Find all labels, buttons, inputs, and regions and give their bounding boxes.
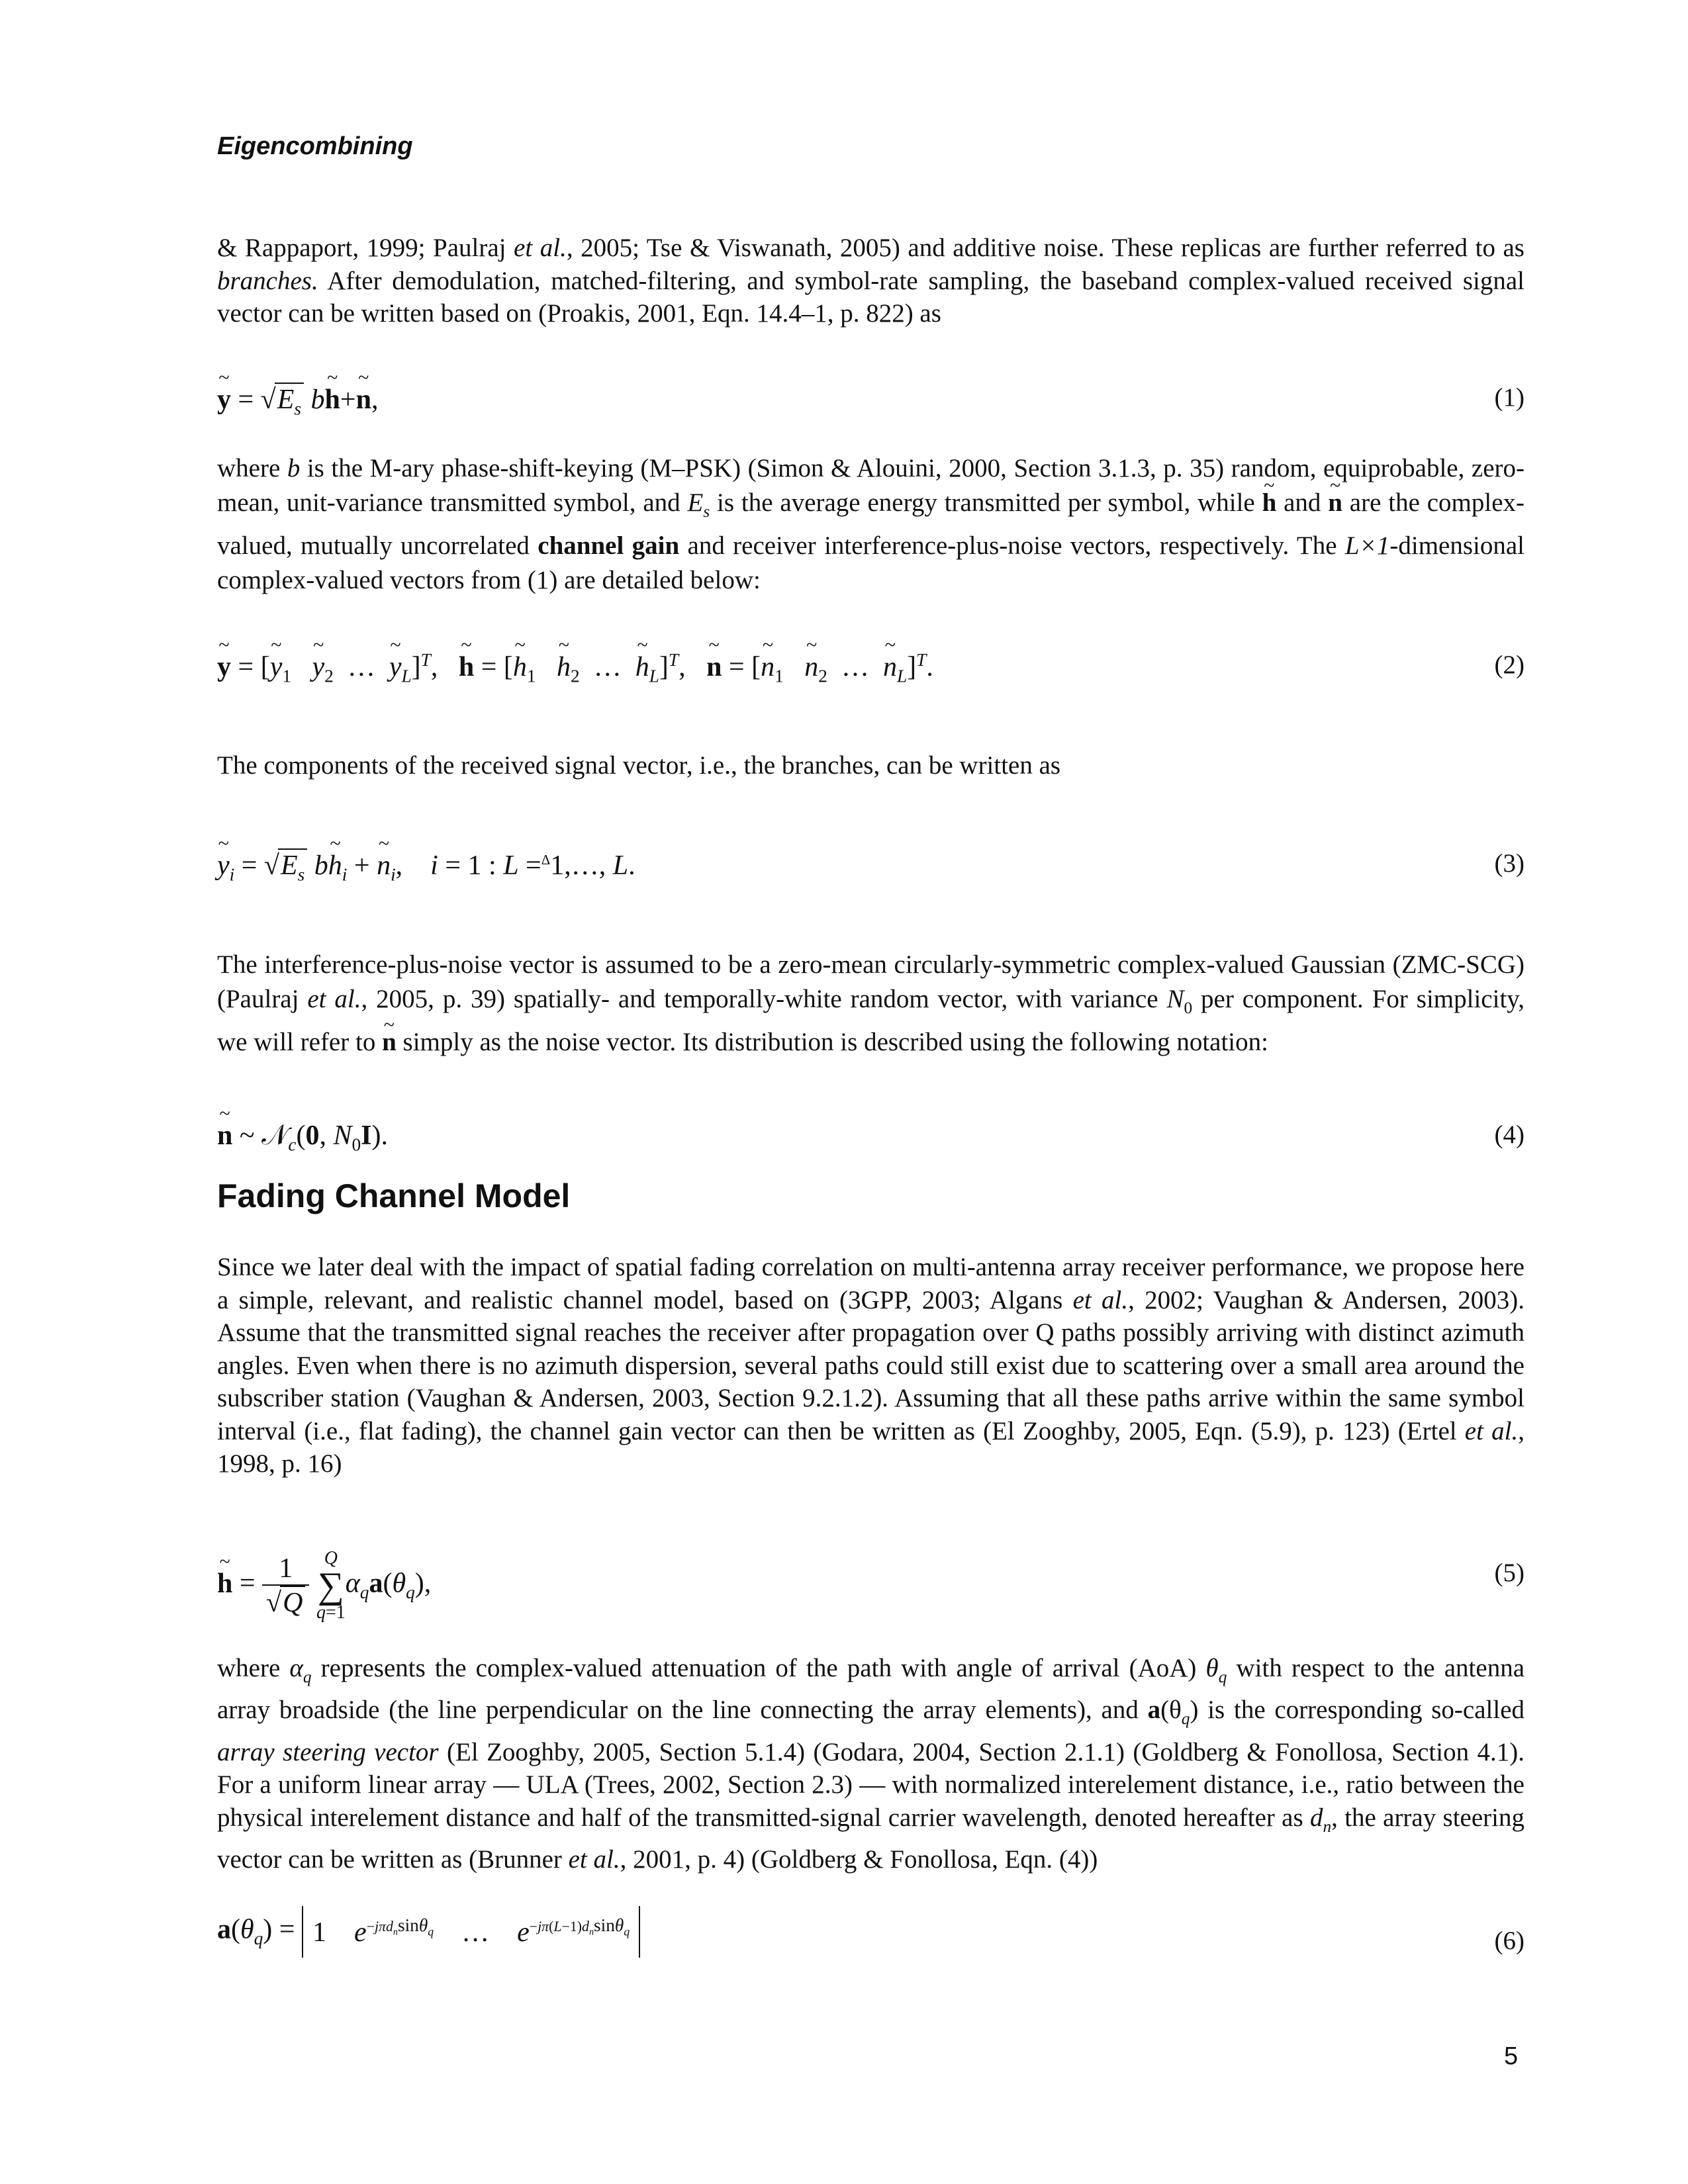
paragraph-noise: The interference-plus-noise vector is assumed to be a zero-mean circularly-symmetric complex-valued Gaussian (ZMC-SCG) (Paulraj et al., 2005, p. 39) spatially- and temporally-white random vector, with variance $N_0$ per component. For simplicity, we will refer to ~ n simply as the noise vector. Its distribution is described using the following notation:	[217, 948, 1524, 1060]
equation-3	[217, 848, 1524, 908]
paragraph-branches: The components of the received signal vector, i.e., the branches, can be written as	[217, 751, 1061, 780]
equation-1	[217, 383, 1524, 442]
equation-6	[217, 1906, 1524, 1985]
paragraph-steering-vector: where $\alpha_q$ represents the complex-valued attenuation of the path with angle of arrival (AoA) $\theta_q$ with respect to the antenna array broadside (the line perpendicular on the line connecting the array elements), and $a(\theta_q)$ is the corresponding so-called array steering vector (El Zooghby, 2005, Section 5.1.4) (Godara, 2004, Section 2.1.1) (Goldberg & Fonollosa, Section 4.1). For a uniform linear array — ULA (Trees, 2002, Section 2.3) — with normalized interelement distance, i.e., ratio between the physical interelement distance and half of the transmitted-signal carrier wavelength, denoted hereafter as $d_n$, the array steering vector can be written as (Brunner et al., 2001, p. 4) (Goldberg & Fonollosa, Eqn. (4))	[217, 1654, 1525, 1874]
paragraph-symbol-definitions: where b is the M-ary phase-shift-keying (M–PSK) (Simon & Alouini, 2000, Section 3.1.3, p. 35) random, equiprobable, zero-mean, unit-variance transmitted symbol, and $E_s$ is the average energy transmitted per symbol, while ~ h and ~ n are the complex-valued, mutually uncorrelated channel gain and receiver interference-plus-noise vectors, respectively. The L×1-dimensional complex-valued vectors from (1) are detailed below:	[217, 451, 1524, 598]
equation-5	[217, 1542, 1524, 1628]
equation-2-body: ~ y = [~ $y_1$ ~ $y_2$ … ~ $y_L]^T$, ~ h = [~ $h_1$ ~ $h_2$ … ~ $h_L]^T$, ~ n = [~ $n_1$ ~ $n_2$ … ~ $n_L]^T$.	[217, 650, 933, 686]
equation-4-body: ~ n ~ 𝒩$_c$(0, $N_0I$).	[217, 1120, 388, 1155]
paragraph-intro: & Rappaport, 1999; Paulraj et al., 2005; Tse & Viswanath, 2005) and additive noise. These replicas are further referred to as branches. After demodulation, matched-filtering, and symbol-rate sampling, the baseband complex-valued received signal vector can be written based on (Proakis, 2001, Eqn. 14.4–1, p. 822) as	[217, 234, 1524, 328]
equation-5-number: (5)	[1494, 1559, 1524, 1587]
equation-5-body: ~ h = $\frac{1}{√Q}$ Q ∑ $q=1\alpha_qa(\theta_q)$,	[217, 1549, 431, 1623]
running-header: Eigencombining	[217, 132, 413, 160]
equation-2-number: (2)	[1494, 651, 1524, 679]
equation-3-number: (3)	[1494, 849, 1524, 878]
equation-4	[217, 1120, 1524, 1179]
equation-6-body: $a(\theta_q) = 1$ $e^{-j\pi d_nsin\theta_q}$ … $e^{-j\pi(L-1)d_nsin\theta_q}$	[217, 1906, 640, 1958]
equation-3-body: ~ $y_i = √E_s$ b~ $h_i$ + ~ $n_i$, i = 1 : L =$^\Delta$1,…, L.	[217, 848, 635, 885]
equation-1-body: ~ $y = √E_s$ b~ h+~ n,	[217, 383, 378, 419]
section-heading: Fading Channel Model	[217, 1177, 571, 1214]
paragraph-channel-model: Since we later deal with the impact of spatial fading correlation on multi-antenna array receiver performance, we propose here a simple, relevant, and realistic channel model, based on (3GPP, 2003; Algans et al., 2002; Vaughan & Andersen, 2003). Assume that the transmitted signal reaches the receiver after propagation over Q paths possibly arriving with distinct azimuth angles. Even when there is no azimuth dispersion, several paths could still exist due to scattering over a small area around the subscriber station (Vaughan & Andersen, 2003, Section 9.2.1.2). Assuming that all these paths arrive within the same symbol interval (i.e., flat fading), the channel gain vector can then be written as (El Zooghby, 2005, Eqn. (5.9), p. 123) (Ertel et al., 1998, p. 16)	[217, 1253, 1525, 1478]
equation-2	[217, 650, 1524, 709]
page-number: 5	[1504, 2042, 1519, 2070]
equation-4-number: (4)	[1494, 1120, 1524, 1149]
equation-1-number: (1)	[1494, 383, 1524, 412]
equation-6-number: (6)	[1494, 1927, 1524, 1955]
